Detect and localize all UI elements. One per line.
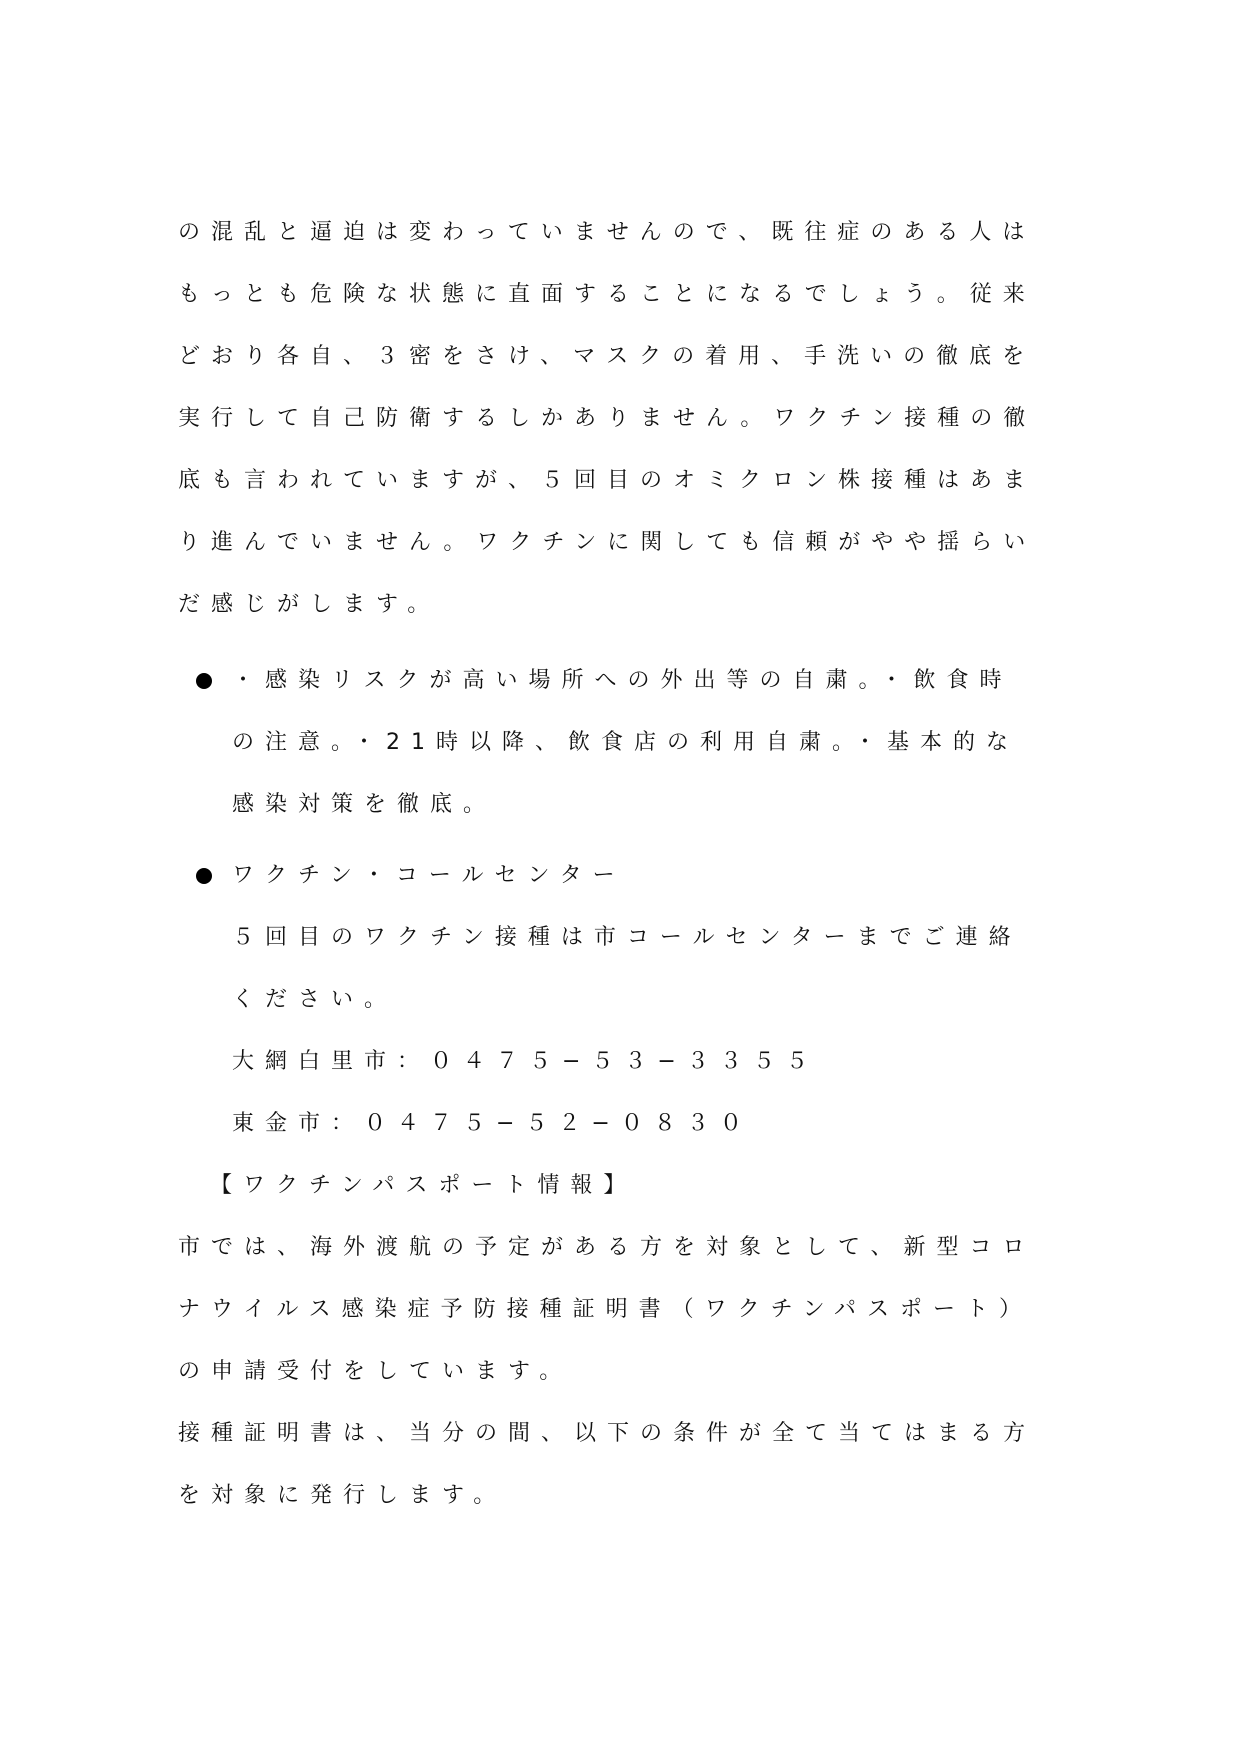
text-line: 感染対策を徹底。 [232,792,497,817]
text-line: ください。 [232,987,398,1012]
text-line: だ感じがします。 [178,592,441,617]
contact-togane: 東金市：０４７５−５２−０８３０ [232,1111,753,1136]
text-line: の混乱と逼迫は変わっていませんので、既往症のある人は [178,220,1036,245]
text-line: を対象に発行します。 [178,1483,507,1508]
text-line: 底も言われていますが、５回目のオミクロン株接種はあま [178,468,1037,493]
text-line: の注意。・21時以降、飲食店の利用自粛。・基本的な [232,730,1019,755]
text-line: り進んでいません。ワクチンに関しても信頼がやや揺らい [178,530,1037,555]
bullet-icon [196,673,212,689]
text-line: ５回目のワクチン接種は市コールセンターまでご連絡 [232,925,1022,950]
call-center-title: ワクチン・コールセンター [232,863,626,888]
text-line: の申請受付をしています。 [178,1359,573,1384]
bullet-icon [196,868,212,884]
text-line: 市では、海外渡航の予定がある方を対象として、新型コロ [178,1235,1036,1260]
text-line: 実行して自己防衛するしかありません。ワクチン接種の徹 [178,406,1037,431]
contact-oamishirasato: 大網白里市：０４７５−５３−３３５５ [232,1049,819,1074]
text-line: もっとも危険な状態に直面することになるでしょう。従来 [178,282,1036,307]
text-line: ナウイルス感染症予防接種証明書（ワクチンパスポート） [178,1297,1033,1322]
text-line: どおり各自、３密をさけ、マスクの着用、手洗いの徹底を [178,344,1036,369]
section-heading-vaccine-passport: 【ワクチンパスポート情報】 [210,1173,637,1198]
text-line: ・感染リスクが高い場所への外出等の自粛。・飲食時 [232,668,1013,693]
text-line: 接種証明書は、当分の間、以下の条件が全て当てはまる方 [178,1421,1037,1446]
